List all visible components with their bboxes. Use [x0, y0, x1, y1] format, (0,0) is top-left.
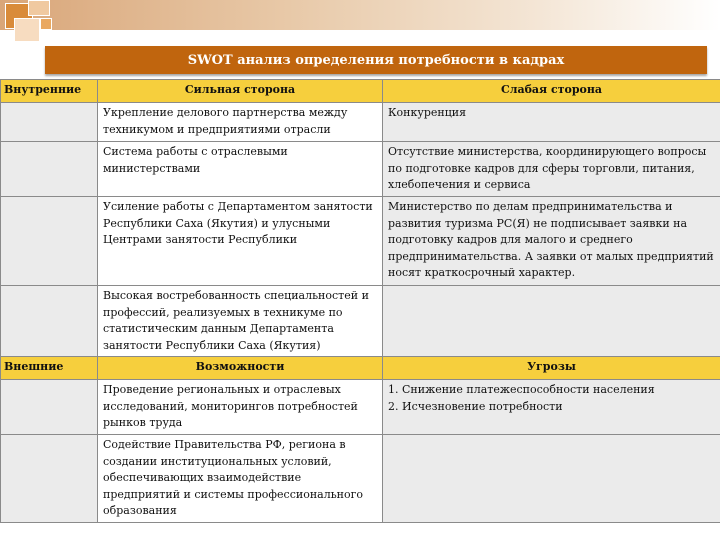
table-row — [1, 197, 720, 286]
row-side-cell — [1, 142, 98, 197]
strength-cell: Система работы с отраслевыми министерствами — [98, 142, 383, 197]
opportunity-cell: Проведение региональных и отраслевых исследований, мониторингов потребностей рынков труда — [98, 380, 383, 435]
strength-header: Сильная сторона — [98, 80, 383, 103]
weakness-cell: Отсутствие министерства, координирующего вопросы по подготовке кадров для сферы торговли, питания, хлебопечения и сервиса — [383, 142, 720, 197]
threat-item: 2. Исчезновение потребности — [388, 399, 563, 413]
decorative-square — [28, 0, 50, 16]
table-row — [1, 380, 720, 435]
weakness-cell — [383, 286, 720, 357]
swot-table — [0, 79, 720, 523]
row-side-cell — [1, 197, 98, 286]
row-side-cell — [1, 435, 98, 523]
page-title: SWOT анализ определения потребности в кадрах — [45, 46, 707, 74]
top-decoration-bar — [0, 0, 720, 30]
strength-cell: Высокая востребованность специальностей и профессий, реализуемых в техникуме по статистическим данным Департамента занятости Республики Саха (Якутия) — [98, 286, 383, 357]
decorative-square — [40, 18, 52, 30]
table-row — [1, 435, 720, 523]
decorative-square — [14, 18, 40, 42]
weakness-cell: Конкуренция — [383, 103, 720, 142]
external-header-row — [1, 357, 720, 380]
threat-item: 1. Снижение платежеспособности населения — [388, 383, 655, 396]
weakness-cell: Министерство по делам предпринимательства и развития туризма РС(Я) не подписывает заявки на подготовку кадров для малого и среднего предпринимательства. А заявки от малых предприятий носят краткосрочный характер. — [383, 197, 720, 286]
opportunity-cell: Содействие Правительства РФ, региона в создании институциональных условий, обеспечивающих взаимодействие предприятий и системы профессионального образования — [98, 435, 383, 523]
threat-cell — [383, 435, 720, 523]
strength-cell: Укрепление делового партнерства между техникумом и предприятиями отрасли — [98, 103, 383, 142]
internal-header-row — [1, 80, 720, 103]
threat-header: Угрозы — [383, 357, 720, 380]
internal-label: Внутренние — [1, 80, 98, 103]
strength-cell: Усиление работы с Департаментом занятости Республики Саха (Якутия) и улусными Центрами занятости Республики — [98, 197, 383, 286]
external-label: Внешние — [1, 357, 98, 380]
table-row — [1, 142, 720, 197]
weakness-header: Слабая сторона — [383, 80, 720, 103]
table-row — [1, 286, 720, 357]
table-row — [1, 103, 720, 142]
row-side-cell — [1, 103, 98, 142]
opportunity-header: Возможности — [98, 357, 383, 380]
row-side-cell — [1, 380, 98, 435]
row-side-cell — [1, 286, 98, 357]
threat-cell — [383, 380, 720, 435]
